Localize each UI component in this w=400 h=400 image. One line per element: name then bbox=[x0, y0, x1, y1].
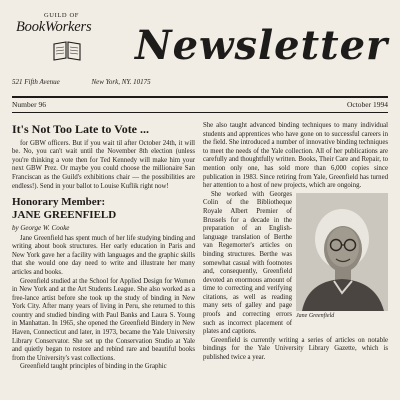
guild-name: BookWorkers bbox=[16, 19, 92, 35]
address-street: 521 Fifth Avenue bbox=[12, 78, 60, 86]
photo-caption: Jane Greenfield bbox=[296, 312, 335, 319]
article-byline: by George W. Cooke bbox=[12, 223, 70, 232]
open-book-logo-icon bbox=[52, 40, 82, 62]
guild-logo-block bbox=[12, 12, 132, 74]
article-paragraph: Greenfield is currently writing a series of articles on notable bindings for the Yale University Library Gazette, which is published twice a year. bbox=[203, 336, 388, 362]
photo-block bbox=[296, 193, 388, 323]
portrait-image bbox=[296, 193, 388, 311]
right-column bbox=[203, 122, 388, 400]
address-city: New York, NY. 10175 bbox=[91, 78, 151, 86]
article-paragraph: Greenfield taught principles of binding in the Graphic bbox=[20, 363, 167, 371]
issue-rule bbox=[12, 112, 388, 113]
honorary-member-headline: Honorary Member: bbox=[12, 196, 106, 209]
vote-article-text: for GBW officers. But if you wait til after October 24th, it will be. No, you can't wait until the November 8th election (unless you're thinking a vote then for Ted Kennedy will make him your next GBW Prez. Or maybe you could choose the millionaire San Franciscan as the Guild's exhibitions chair — the possibilities are endless!). Send in your ballot to Louise Kuflik right now! bbox=[12, 139, 195, 190]
issue-number: Number 96 bbox=[12, 100, 46, 109]
vote-headline: It's Not Too Late to Vote ... bbox=[12, 122, 150, 136]
honoree-name: JANE GREENFIELD bbox=[12, 209, 117, 222]
article-paragraph: She worked with Georges Colin of the Bibliotheque Royale Albert Premier of Brussels for a decade in the preparation of an English-language translation of Berthe van Regemorter's articles on binding structures. Berthe was somewhat casual with footnotes and, consequently, Greenfield devoted an enormous amount of time to correcting and verifying citations, as well as reading many sets of galley and page proofs and correcting errors such as incorrect placement of plates and captions. bbox=[203, 190, 292, 336]
article-paragraph: She also taught advanced binding techniques to many individual students and apprentices who have gone on to successful careers in the field. She introduced a number of innovative binding techniques to meet the needs of the Yale collection. All of her publications are carefully and thoughtfully written. Books, Their Care and Repair, to mention only one, has sold more than 6,000 copies since publication in 1983. Since retiring from Yale, Greenfield has turned her attention to a host of new projects, which are ongoing. bbox=[203, 122, 388, 190]
newsletter-title: Newsletter bbox=[135, 22, 389, 69]
masthead-rule bbox=[12, 96, 388, 98]
article-paragraph: Greenfield studied at the School for Applied Design for Women in New York and at the Art Students League. She also worked as a free-lance artist before she took up the study of binding in New York City. After many years of living in Peru, she returned to this country and studied binding with Paul Banks and Laura S. Young in Manhattan. In 1965, she opened the Greenfield Bindery in New Haven, Connecticut and later, in 1973, became the Yale University Library Conservator. She set up the Conservation Studio at Yale and quietly began to restore and rebind rare and beautiful books from the University's vast collections. bbox=[12, 277, 195, 362]
left-column bbox=[12, 122, 195, 400]
issue-date: October 1994 bbox=[346, 100, 388, 109]
guild-address bbox=[12, 78, 151, 86]
jane-greenfield-photo bbox=[296, 193, 388, 311]
article-paragraph: Jane Greenfield has spent much of her life studying binding and writing about book structures. Her early education in Paris and New York gave her a facility with languages and the graphic skills that she would one day need to write and illustrate her many articles and books. bbox=[12, 234, 195, 276]
guild-of-label: GUILD OF bbox=[44, 12, 79, 19]
